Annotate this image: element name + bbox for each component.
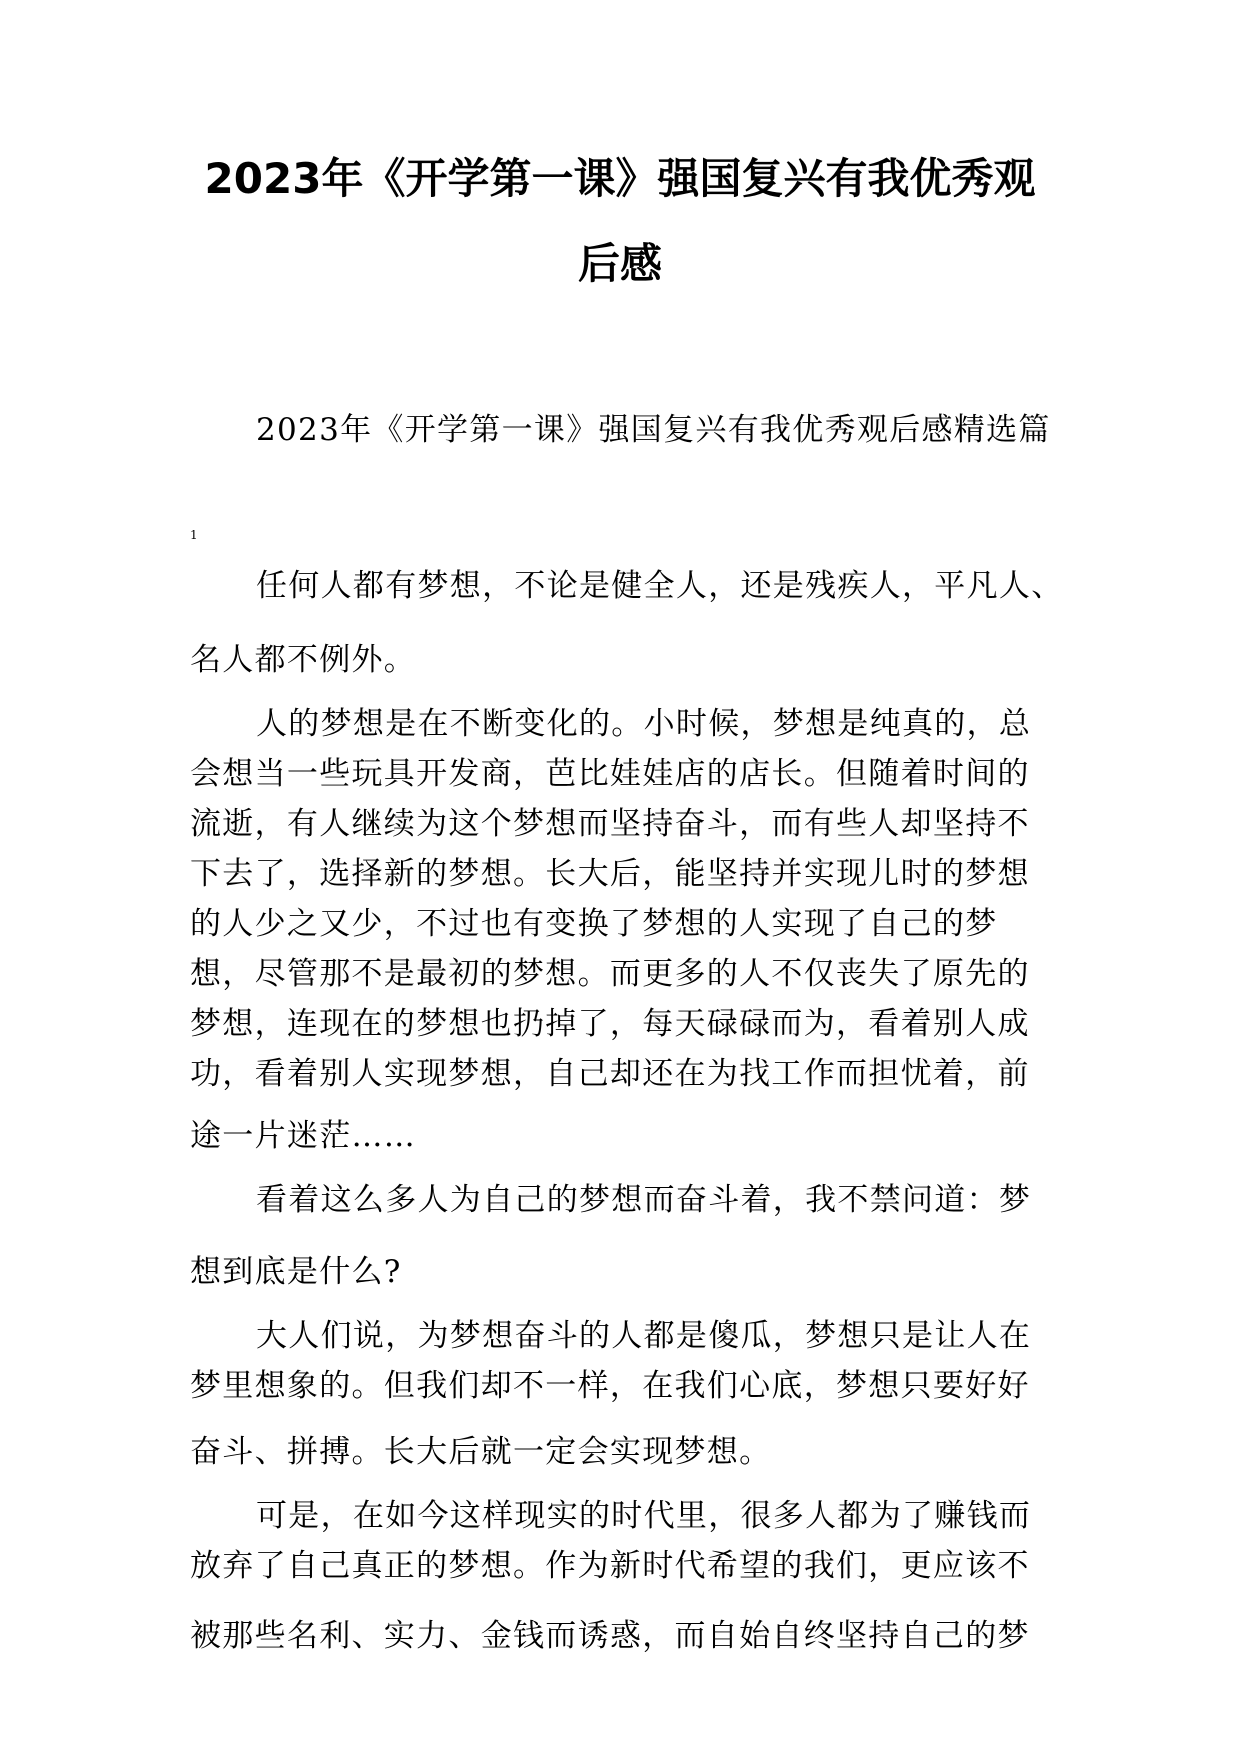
paragraph-line: 流逝，有人继续为这个梦想而坚持奋斗，而有些人却坚持不 xyxy=(190,806,1030,842)
paragraph-line: 放弃了自己真正的梦想。作为新时代希望的我们，更应该不 xyxy=(190,1548,1030,1584)
document-title-line-2: 后感 xyxy=(577,239,662,288)
paragraph-line: 梦里想象的。但我们却不一样，在我们心底，梦想只要好好 xyxy=(190,1368,1030,1404)
document-subtitle: 2023年《开学第一课》强国复兴有我优秀观后感精选篇 xyxy=(256,412,1051,448)
paragraph-line: 下去了，选择新的梦想。长大后，能坚持并实现儿时的梦想 xyxy=(190,856,1030,892)
paragraph-line: 的人少之又少，不过也有变换了梦想的人实现了自己的梦 xyxy=(190,906,998,942)
paragraph-line: 途一片迷茫…… xyxy=(190,1118,417,1154)
paragraph-line: 可是，在如今这样现实的时代里，很多人都为了赚钱而 xyxy=(256,1498,1032,1534)
paragraph-line: 功，看着别人实现梦想，自己却还在为找工作而担忧着，前 xyxy=(190,1056,1030,1092)
footnote-mark: 1 xyxy=(190,528,198,542)
paragraph-line: 名人都不例外。 xyxy=(190,642,417,678)
document-title-line-1: 2023年《开学第一课》强国复兴有我优秀观 xyxy=(204,154,1036,203)
paragraph-line: 梦想，连现在的梦想也扔掉了，每天碌碌而为，看着别人成 xyxy=(190,1006,1030,1042)
paragraph-line: 会想当一些玩具开发商，芭比娃娃店的店长。但随着时间的 xyxy=(190,756,1030,792)
paragraph-line: 奋斗、拼搏。长大后就一定会实现梦想。 xyxy=(190,1434,772,1470)
paragraph-line: 想到底是什么? xyxy=(190,1254,402,1290)
paragraph-line: 被那些名利、实力、金钱而诱惑，而自始自终坚持自己的梦 xyxy=(190,1618,1030,1654)
paragraph-line: 任何人都有梦想，不论是健全人，还是残疾人，平凡人、 xyxy=(256,568,1064,604)
paragraph-line: 大人们说，为梦想奋斗的人都是傻瓜，梦想只是让人在 xyxy=(256,1318,1032,1354)
paragraph-line: 想，尽管那不是最初的梦想。而更多的人不仅丧失了原先的 xyxy=(190,956,1030,992)
paragraph-line: 人的梦想是在不断变化的。小时候，梦想是纯真的，总 xyxy=(256,706,1032,742)
paragraph-line: 看着这么多人为自己的梦想而奋斗着，我不禁问道：梦 xyxy=(256,1182,1032,1218)
